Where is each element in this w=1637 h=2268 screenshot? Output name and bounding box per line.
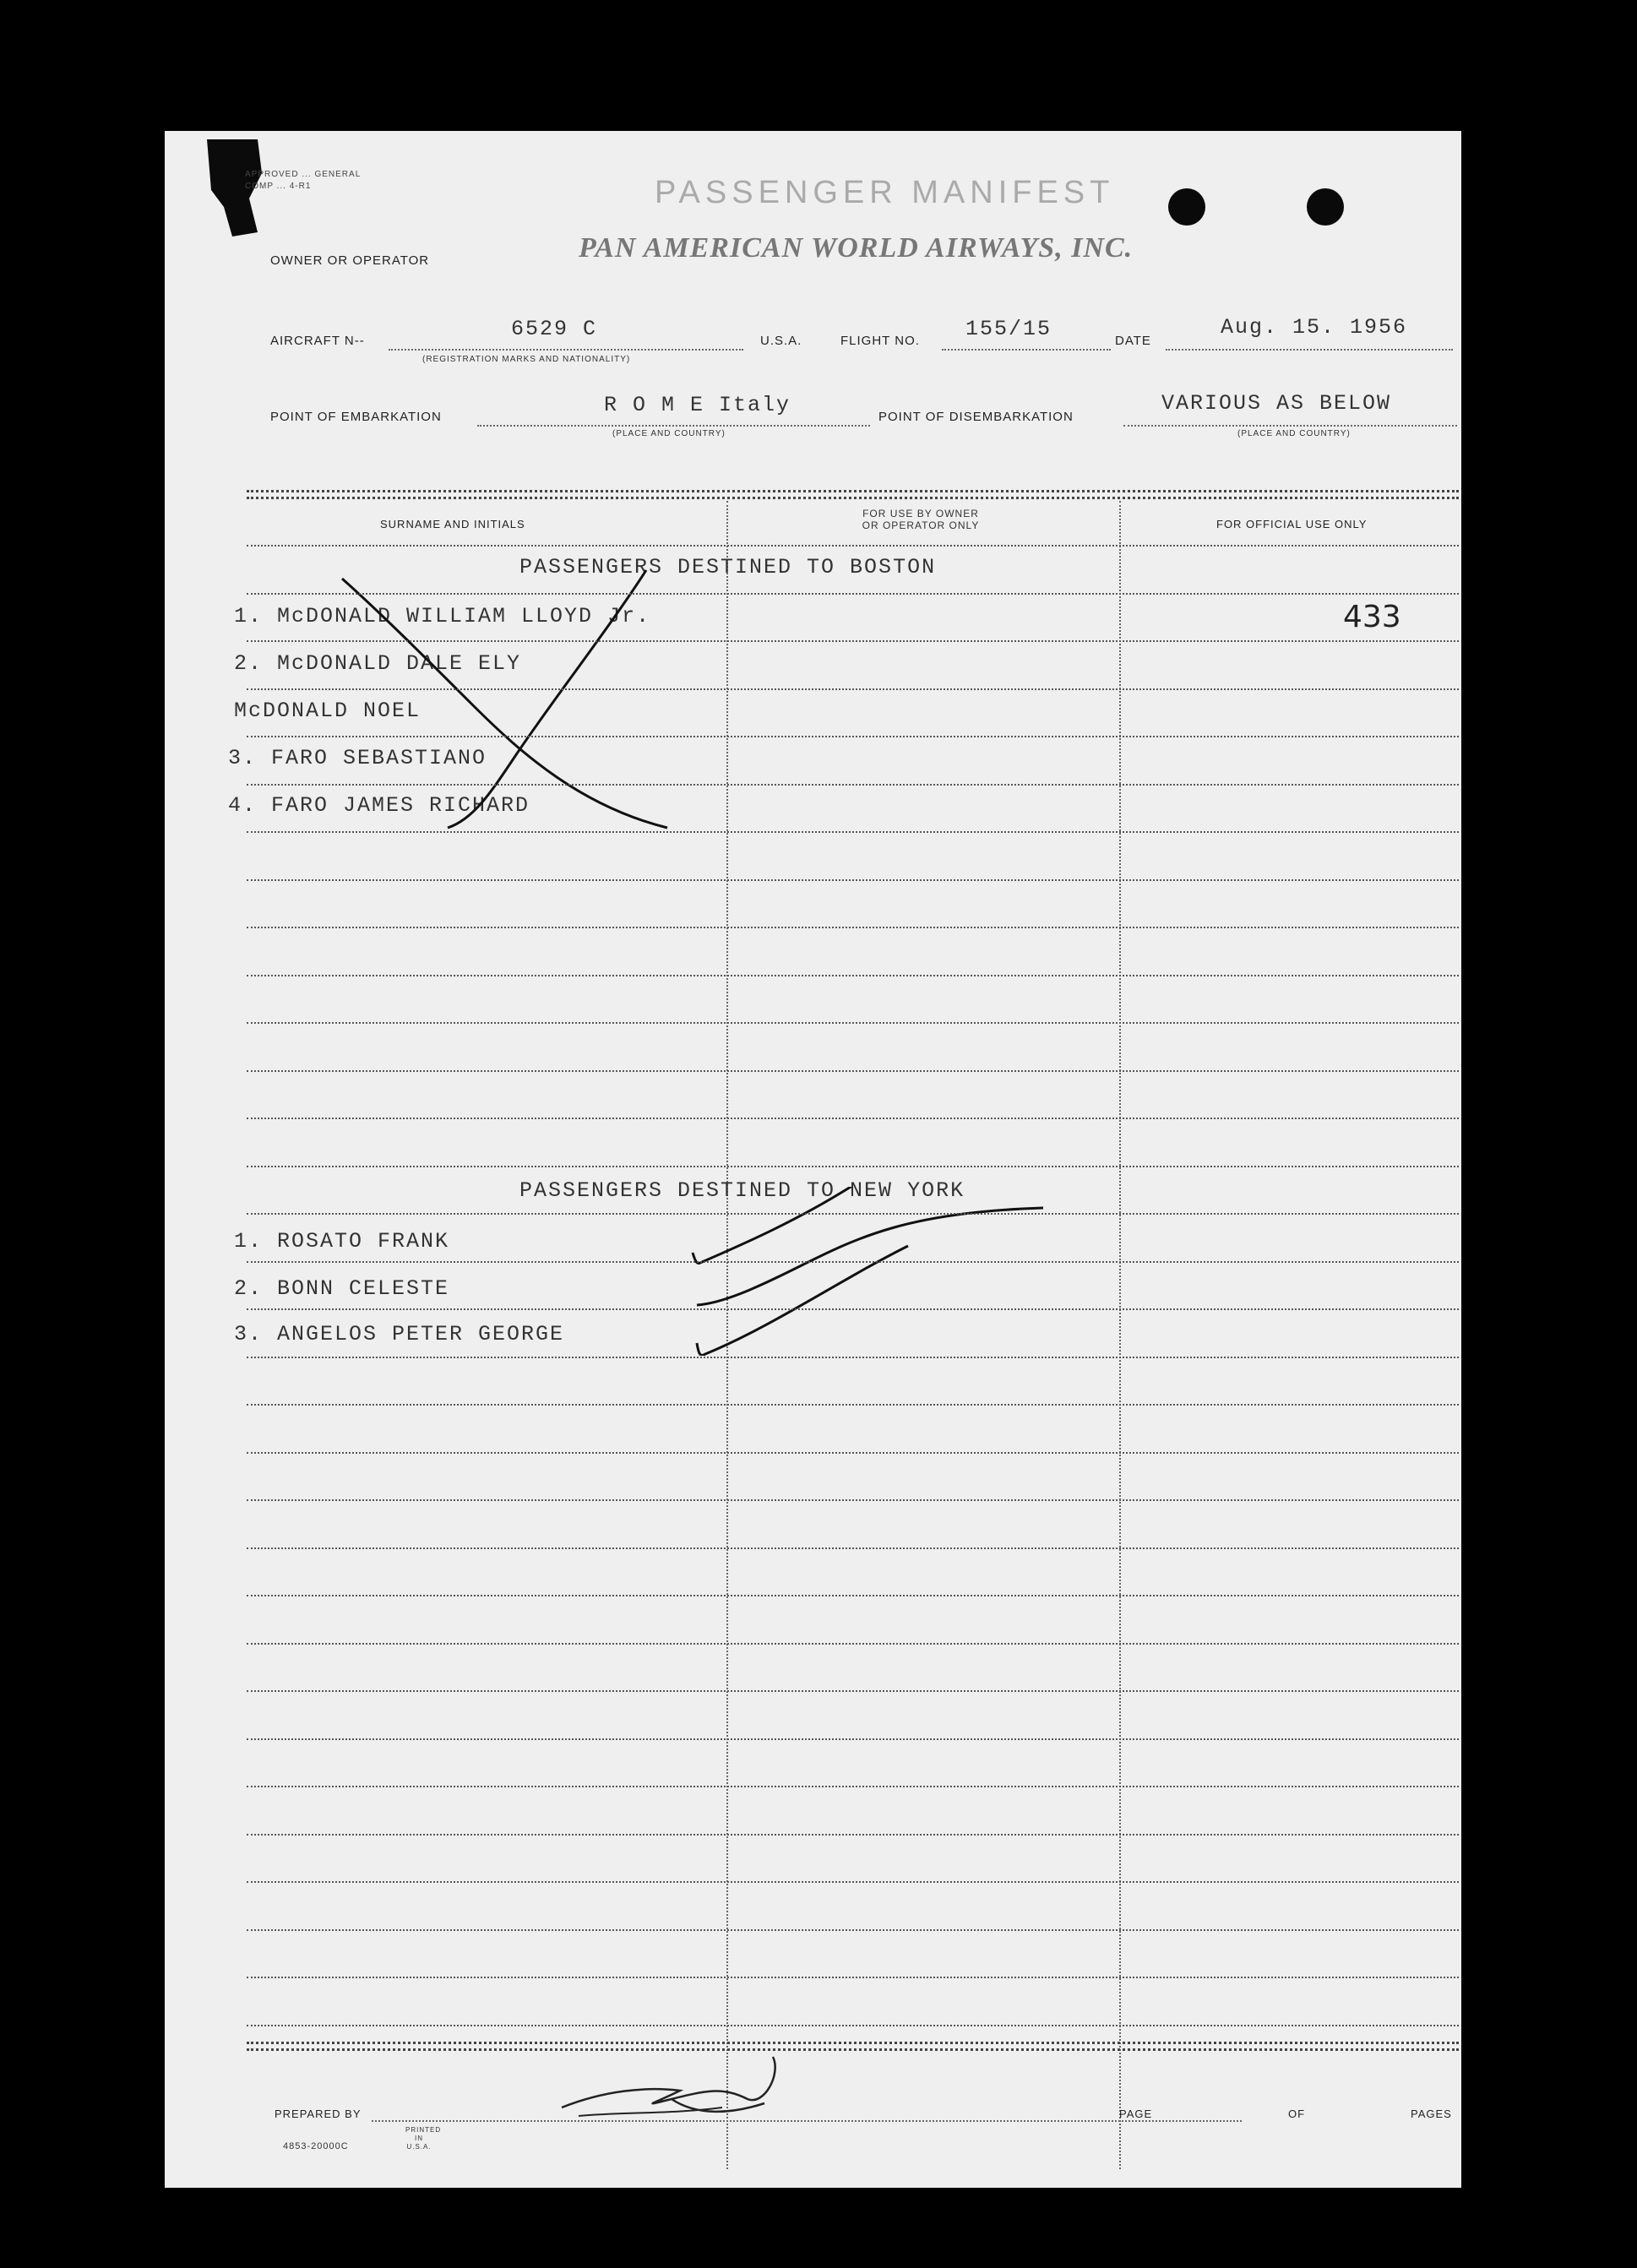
date-label: DATE: [1115, 334, 1151, 348]
torn-corner: [199, 139, 317, 249]
passenger-row: 2. McDONALD DALE ELY: [234, 651, 522, 676]
check-marks: [688, 1187, 1043, 1356]
row-line: [247, 1738, 1459, 1740]
page-label: PAGE: [1119, 2108, 1153, 2120]
row-line: [247, 2025, 1459, 2026]
row-line: [247, 640, 1459, 642]
boston-heading: PASSENGERS DESTINED TO BOSTON: [519, 555, 937, 579]
row-line: [247, 1977, 1459, 1978]
aircraft-value: 6529 C: [511, 317, 598, 341]
prepared-by-label: PREPARED BY: [275, 2108, 362, 2120]
column-header-names: SURNAME AND INITIALS: [380, 518, 525, 530]
column-header-owner-line2: OR OPERATOR ONLY: [862, 519, 980, 531]
embarkation-label: POINT OF EMBARKATION: [270, 410, 442, 424]
row-line: [247, 1070, 1459, 1072]
usa-label: U.S.A.: [760, 334, 802, 348]
corner-stamp: APPROVED ... GENERAL COMP ... 4-R1: [245, 170, 361, 191]
date-value: Aug. 15. 1956: [1221, 315, 1408, 340]
passenger-row: 3. ANGELOS PETER GEORGE: [234, 1322, 565, 1346]
manifest-sheet: [165, 131, 1461, 2188]
row-line: [247, 1499, 1459, 1501]
row-line: [247, 1261, 1459, 1263]
row-line: [247, 1881, 1459, 1883]
row-line: [247, 736, 1459, 737]
punch-hole: [1307, 188, 1344, 226]
passenger-row: 2. BONN CELESTE: [234, 1276, 450, 1301]
flight-label: FLIGHT NO.: [840, 334, 920, 348]
embarkation-caption: (PLACE AND COUNTRY): [612, 429, 726, 438]
column-header-owner: [836, 508, 1005, 531]
row-line: [247, 1452, 1459, 1454]
new-york-heading: PASSENGERS DESTINED TO NEW YORK: [519, 1178, 965, 1203]
registration-caption: (REGISTRATION MARKS AND NATIONALITY): [422, 355, 631, 364]
passenger-row: 3. FARO SEBASTIANO: [228, 746, 487, 770]
punch-hole: [1168, 188, 1205, 226]
owner-label: OWNER OR OPERATOR: [270, 253, 430, 268]
official-number: 433: [1343, 600, 1401, 634]
row-line: [247, 879, 1459, 881]
row-line: [247, 1643, 1459, 1645]
row-line: [247, 1404, 1459, 1406]
signature: [553, 2040, 824, 2133]
passenger-row: McDONALD NOEL: [234, 699, 421, 723]
row-line: [247, 545, 1459, 547]
passenger-row: 4. FARO JAMES RICHARD: [228, 793, 530, 818]
row-line: [247, 927, 1459, 928]
row-line: [247, 1547, 1459, 1549]
form-title: PASSENGER MANIFEST: [655, 175, 1115, 210]
row-line: [247, 831, 1459, 833]
row-line: [247, 1213, 1459, 1215]
printed-note: PRINTED IN U.S.A.: [405, 2126, 442, 2151]
passenger-row: 1. ROSATO FRANK: [234, 1229, 450, 1254]
of-label: OF: [1288, 2108, 1306, 2120]
disembarkation-label: POINT OF DISEMBARKATION: [878, 410, 1074, 424]
row-line: [247, 593, 1459, 595]
disembarkation-value: VARIOUS AS BELOW: [1161, 391, 1392, 416]
row-line: [247, 688, 1459, 690]
form-number: 4853-20000C: [283, 2141, 349, 2151]
row-line: [247, 1022, 1459, 1024]
row-line: [247, 1786, 1459, 1787]
row-line: [247, 1357, 1459, 1358]
company-name: PAN AMERICAN WORLD AIRWAYS, INC.: [579, 232, 1134, 264]
row-line: [247, 1595, 1459, 1596]
row-line: [247, 1308, 1459, 1310]
disembarkation-caption: (PLACE AND COUNTRY): [1237, 429, 1351, 438]
passenger-row: 1. McDONALD WILLIAM LLOYD Jr.: [234, 604, 651, 628]
row-line: [247, 784, 1459, 786]
row-line: [247, 975, 1459, 976]
column-header-official: FOR OFFICIAL USE ONLY: [1216, 518, 1368, 530]
column-header-owner-line1: FOR USE BY OWNER: [862, 508, 979, 519]
cross-out-mark: [329, 562, 684, 832]
embarkation-value: R O M E Italy: [604, 393, 791, 417]
row-line: [247, 1690, 1459, 1692]
aircraft-label: AIRCRAFT N--: [270, 334, 365, 348]
row-line: [247, 1118, 1459, 1119]
row-line: [247, 1166, 1459, 1167]
row-line: [247, 1834, 1459, 1836]
flight-value: 155/15: [965, 317, 1052, 341]
row-line: [247, 1929, 1459, 1931]
pages-label: PAGES: [1411, 2108, 1452, 2120]
